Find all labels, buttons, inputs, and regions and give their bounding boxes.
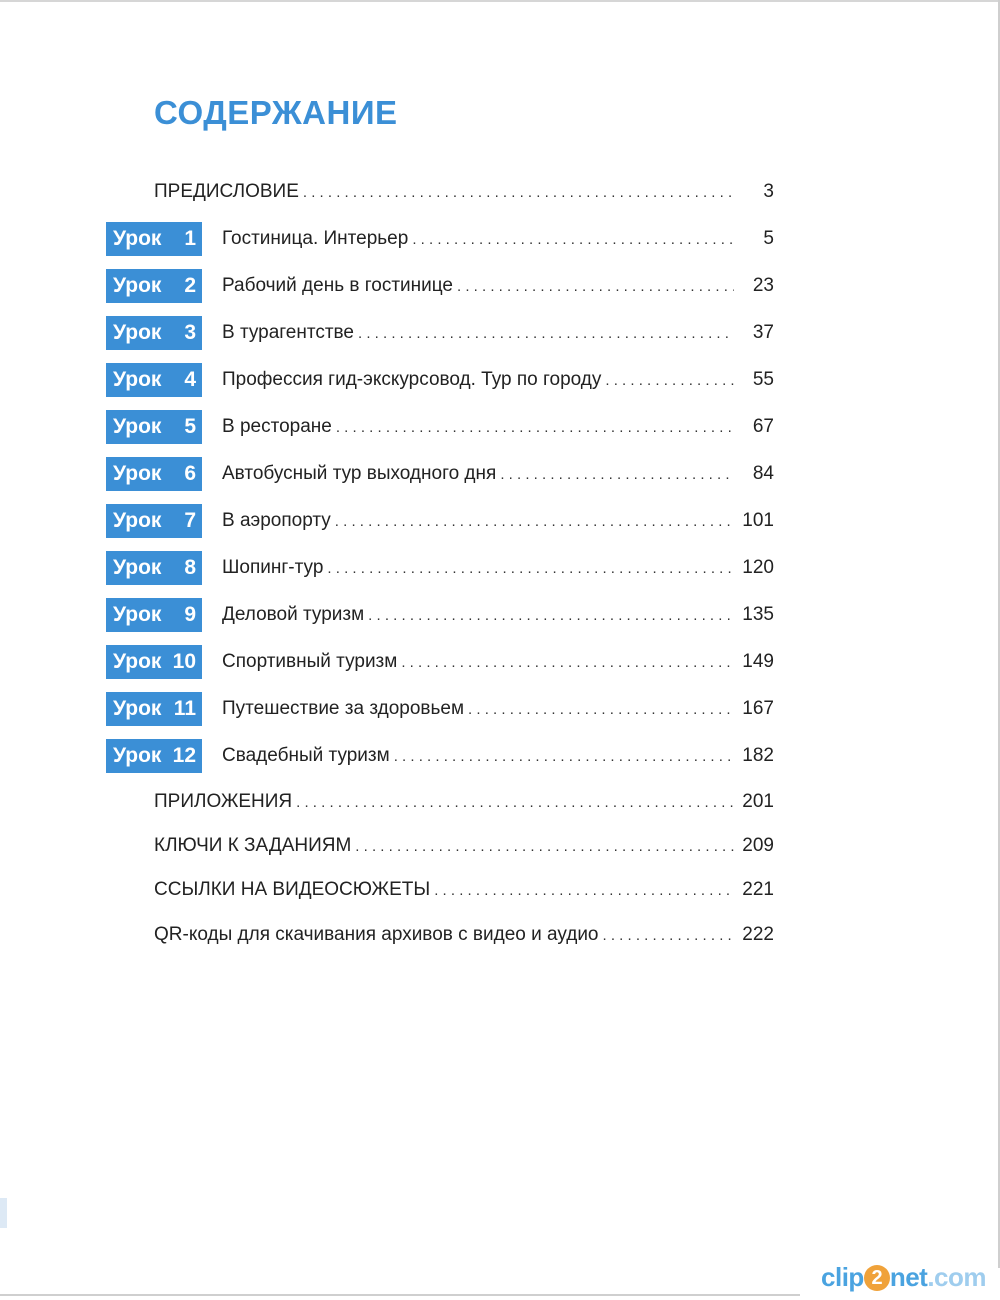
lesson-number: 3: [184, 321, 196, 344]
toc-entry[interactable]: [222, 456, 774, 492]
toc-entry-title: Профессия гид-экскурсовод. Тур по городу: [222, 369, 602, 390]
toc-entry[interactable]: [222, 315, 774, 351]
dot-leader: [412, 231, 734, 248]
lesson-word: Урок: [113, 368, 162, 391]
toc-row-lesson: [0, 362, 1000, 398]
toc-entry[interactable]: [222, 409, 774, 445]
toc-page-number: 167: [742, 698, 774, 719]
lesson-badge: [106, 269, 202, 303]
toc-row-section: [0, 872, 1000, 908]
lesson-badge: [106, 598, 202, 632]
lesson-number: 4: [184, 368, 196, 391]
toc-row-lesson: [0, 597, 1000, 633]
lesson-word: Урок: [113, 274, 162, 297]
toc-entry[interactable]: [222, 550, 774, 586]
toc-entry-title: Спортивный туризм: [222, 651, 398, 672]
toc-row-lesson: [0, 409, 1000, 445]
dot-leader: [457, 278, 734, 295]
toc-entry-title: QR-коды для скачивания архивов с видео и аудио: [154, 924, 599, 945]
lesson-word: Урок: [113, 744, 162, 767]
lesson-badge: [106, 363, 202, 397]
toc-row-lesson: [0, 550, 1000, 586]
toc-entry-title: Свадебный туризм: [222, 745, 390, 766]
dot-leader: [434, 882, 734, 899]
dot-leader: [603, 927, 735, 944]
lesson-number: 11: [173, 697, 196, 720]
toc-entry[interactable]: [154, 784, 774, 820]
toc-entry[interactable]: [222, 691, 774, 727]
toc-entry[interactable]: [154, 828, 774, 864]
toc-page-number: 149: [742, 651, 774, 672]
lesson-badge: [106, 504, 202, 538]
toc-page-number: 5: [763, 228, 774, 249]
toc-entry-title: В аэропорту: [222, 510, 331, 531]
lesson-number: 5: [184, 415, 196, 438]
toc-entry-title: ПРИЛОЖЕНИЯ: [154, 791, 293, 812]
lesson-word: Урок: [113, 415, 162, 438]
lesson-word: Урок: [113, 321, 162, 344]
toc-entry[interactable]: [154, 174, 774, 210]
toc-row-lesson: [0, 691, 1000, 727]
toc-entry[interactable]: [222, 221, 774, 257]
toc-page-number: 101: [742, 510, 774, 531]
lesson-number: 10: [172, 650, 196, 673]
lesson-number: 2: [184, 274, 196, 297]
dot-leader: [468, 701, 734, 718]
toc-row-lesson: [0, 644, 1000, 680]
toc-page-number: 67: [752, 416, 774, 437]
lesson-word: Урок: [113, 697, 162, 720]
toc-page-number: 209: [742, 835, 774, 856]
toc-page-number: 23: [752, 275, 774, 296]
toc-entry[interactable]: [222, 503, 774, 539]
dot-leader: [358, 325, 734, 342]
lesson-number: 12: [172, 744, 196, 767]
toc-page-number: 84: [752, 463, 774, 484]
toc-row-lesson: [0, 268, 1000, 304]
toc-entry[interactable]: [222, 268, 774, 304]
lesson-number: 1: [184, 227, 196, 250]
watermark-logo: [821, 1262, 986, 1293]
lesson-badge: [106, 316, 202, 350]
toc-row-lesson: [0, 221, 1000, 257]
toc-row-lesson: [0, 738, 1000, 774]
watermark-text-clip: clip: [821, 1262, 864, 1292]
watermark-circle-2: 2: [864, 1265, 890, 1291]
toc-entry[interactable]: [222, 597, 774, 633]
toc-page-number: 222: [742, 924, 774, 945]
toc-row-lesson: [0, 456, 1000, 492]
toc-page-number: 120: [742, 557, 774, 578]
dot-leader: [296, 794, 734, 811]
toc-page-number: 201: [742, 791, 774, 812]
dot-leader: [303, 184, 734, 201]
lesson-number: 9: [184, 603, 196, 626]
dot-leader: [335, 513, 734, 530]
dot-leader: [605, 372, 734, 389]
lesson-badge: [106, 222, 202, 256]
toc-entry-title: Гостиница. Интерьер: [222, 228, 409, 249]
lesson-number: 7: [184, 509, 196, 532]
toc-entry-title: В ресторане: [222, 416, 332, 437]
dot-leader: [355, 838, 734, 855]
lesson-number: 8: [184, 556, 196, 579]
toc-entry[interactable]: [222, 644, 774, 680]
watermark-text-com: .com: [927, 1262, 986, 1292]
lesson-word: Урок: [113, 556, 162, 579]
toc-row-section: [0, 828, 1000, 864]
dot-leader: [394, 748, 734, 765]
lesson-word: Урок: [113, 227, 162, 250]
lesson-badge: [106, 692, 202, 726]
dot-leader: [401, 654, 734, 671]
page-title: СОДЕРЖАНИЕ: [154, 94, 398, 131]
toc-entry[interactable]: [154, 872, 774, 908]
toc-page-number: 221: [742, 879, 774, 900]
dot-leader: [336, 419, 734, 436]
lesson-badge: [106, 551, 202, 585]
lesson-badge: [106, 457, 202, 491]
toc-entry[interactable]: [154, 917, 774, 953]
dot-leader: [500, 466, 734, 483]
toc-row-section: [0, 917, 1000, 953]
toc-entry[interactable]: [222, 362, 774, 398]
lesson-badge: [106, 410, 202, 444]
lesson-word: Урок: [113, 462, 162, 485]
toc-page-number: 55: [752, 369, 774, 390]
toc-row-section: [0, 784, 1000, 820]
lesson-number: 6: [184, 462, 196, 485]
toc-entry[interactable]: [222, 738, 774, 774]
toc-entry-title: Автобусный тур выходного дня: [222, 463, 497, 484]
toc-row-section: [0, 174, 1000, 210]
toc-row-lesson: [0, 503, 1000, 539]
toc-entry-title: ПРЕДИСЛОВИЕ: [154, 181, 299, 202]
dot-leader: [368, 607, 734, 624]
toc-page-number: 3: [763, 181, 774, 202]
watermark-text-net: net: [889, 1262, 928, 1292]
dot-leader: [327, 560, 734, 577]
toc-page-number: 135: [742, 604, 774, 625]
toc-entry-title: Деловой туризм: [222, 604, 365, 625]
toc-entry-title: В турагентстве: [222, 322, 354, 343]
toc-page-number: 182: [742, 745, 774, 766]
lesson-word: Урок: [113, 650, 162, 673]
lesson-word: Урок: [113, 603, 162, 626]
lesson-badge: [106, 739, 202, 773]
toc-entry-title: КЛЮЧИ К ЗАДАНИЯМ: [154, 835, 352, 856]
toc-page-number: 37: [752, 322, 774, 343]
lesson-badge: [106, 645, 202, 679]
lesson-word: Урок: [113, 509, 162, 532]
toc-entry-title: Рабочий день в гостинице: [222, 275, 453, 296]
toc-row-lesson: [0, 315, 1000, 351]
toc-entry-title: ССЫЛКИ НА ВИДЕОСЮЖЕТЫ: [154, 879, 431, 900]
toc-entry-title: Путешествие за здоровьем: [222, 698, 465, 719]
toc-entry-title: Шопинг-тур: [222, 557, 324, 578]
